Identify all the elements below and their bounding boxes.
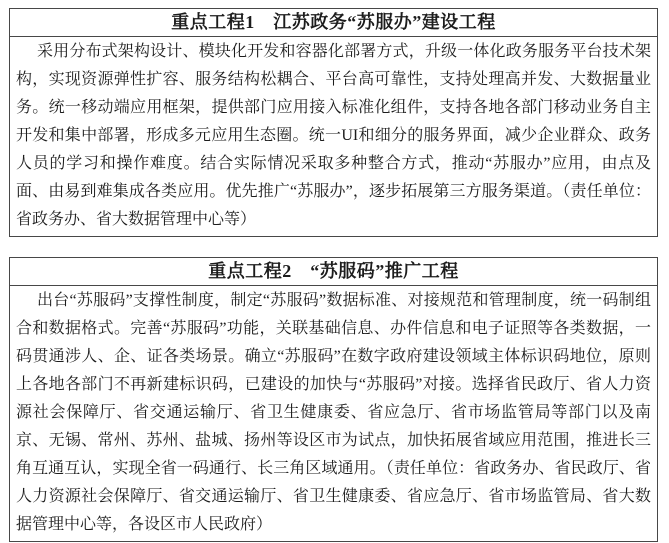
project-2-title: 重点工程2 “苏服码”推广工程 [10, 258, 657, 286]
project-1-title: 重点工程1 江苏政务“苏服办”建设工程 [10, 9, 657, 37]
project-2-body: 出台“苏服码”支撑性制度，制定“苏服码”数据标准、对接规范和管理制度，统一码制组合和数据格式。完善“苏服码”功能，关联基础信息、办件信息和电子证照等各类数据，一码贯通涉人、企、证各类场景。确立“苏服码”在数字政府建设领域主体标识码地位，原则上各地各部门不再新建标识码，已建设的加快与“苏服码”对接。选择省民政厅、省人力资源社会保障厅、省交通运输厅、省卫生健康委、省应急厅、省市场监管局等部门以及南京、无锡、常州、苏州、盐城、扬州等设区市为试点，加快拓展省域应用范围，推进长三角互通互认，实现全省一码通行、长三角区域通用。（责任单位：省政务办、省民政厅、省人力资源社会保障厅、省交通运输厅、省卫生健康委、省应急厅、省市场监管局、省大数据管理中心等，各设区市人民政府） [16, 292, 651, 533]
project-box-1 [9, 8, 658, 237]
project-box-2 [9, 257, 658, 542]
project-1-body: 采用分布式架构设计、模块化开发和容器化部署方式，升级一体化政务服务平台技术架构，实现资源弹性扩容、服务结构松耦合、平台高可靠性，支持处理高并发、大数据量业务。统一移动端应用框架，提供部门应用接入标准化组件，支持各地各部门移动业务自主开发和集中部署，形成多元应用生态圈。统一UI和细分的服务界面，减少企业群众、政务人员的学习和操作难度。结合实际情况采取多种整合方式，推动“苏服办”应用，由点及面、由易到难集成各类应用。优先推广“苏服办”，逐步拓展第三方服务渠道。（责任单位：省政务办、省大数据管理中心等） [16, 43, 651, 228]
